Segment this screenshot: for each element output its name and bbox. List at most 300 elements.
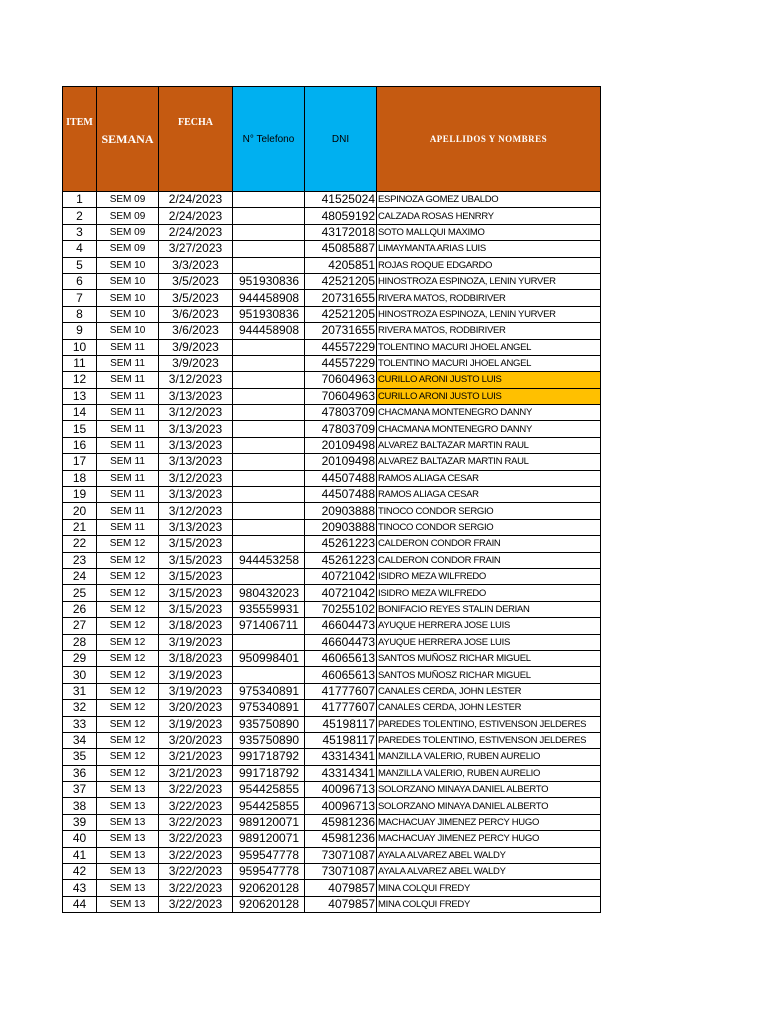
cell-fecha[interactable]: 3/15/2023 [159, 601, 233, 617]
cell-item[interactable]: 15 [63, 421, 97, 437]
cell-dni[interactable]: 45981236 [305, 831, 377, 847]
cell-telefono[interactable] [233, 224, 305, 240]
table-row [63, 224, 601, 240]
cell-telefono[interactable]: 954425855 [233, 782, 305, 798]
cell-nombre[interactable]: TINOCO CONDOR SERGIO [377, 519, 601, 535]
cell-telefono[interactable] [233, 454, 305, 470]
cell-fecha[interactable]: 3/13/2023 [159, 487, 233, 503]
cell-fecha[interactable]: 3/19/2023 [159, 716, 233, 732]
cell-nombre[interactable]: ROJAS ROQUE EDGARDO [377, 257, 601, 273]
header-telefono[interactable]: N° Telefono [233, 87, 305, 192]
cell-semana[interactable]: SEM 11 [97, 388, 159, 404]
table-row [63, 749, 601, 765]
table-row [63, 814, 601, 830]
cell-telefono[interactable]: 920620128 [233, 896, 305, 912]
cell-item[interactable]: 43 [63, 880, 97, 896]
table-row [63, 470, 601, 486]
table-row [63, 306, 601, 322]
cell-dni[interactable]: 47803709 [305, 421, 377, 437]
cell-semana[interactable]: SEM 11 [97, 437, 159, 453]
cell-item[interactable]: 27 [63, 618, 97, 634]
cell-item[interactable]: 22 [63, 536, 97, 552]
cell-dni[interactable]: 42521205 [305, 306, 377, 322]
cell-fecha[interactable]: 3/22/2023 [159, 814, 233, 830]
cell-fecha[interactable]: 3/15/2023 [159, 552, 233, 568]
cell-item[interactable]: 12 [63, 372, 97, 388]
cell-item[interactable]: 8 [63, 306, 97, 322]
cell-item[interactable]: 37 [63, 782, 97, 798]
cell-fecha[interactable]: 2/24/2023 [159, 224, 233, 240]
table-row [63, 421, 601, 437]
cell-telefono[interactable] [233, 634, 305, 650]
cell-nombre[interactable]: PAREDES TOLENTINO, ESTIVENSON JELDERES [377, 732, 601, 748]
cell-telefono[interactable] [233, 421, 305, 437]
cell-fecha[interactable]: 3/13/2023 [159, 421, 233, 437]
cell-telefono[interactable]: 944458908 [233, 290, 305, 306]
cell-fecha[interactable]: 3/15/2023 [159, 568, 233, 584]
cell-fecha[interactable]: 3/12/2023 [159, 405, 233, 421]
cell-dni[interactable]: 70604963 [305, 372, 377, 388]
cell-fecha[interactable]: 3/9/2023 [159, 355, 233, 371]
cell-dni[interactable]: 20903888 [305, 503, 377, 519]
data-table [62, 86, 601, 913]
cell-item[interactable]: 20 [63, 503, 97, 519]
cell-telefono[interactable]: 959547778 [233, 864, 305, 880]
cell-telefono[interactable] [233, 372, 305, 388]
cell-telefono[interactable]: 951930836 [233, 273, 305, 289]
cell-item[interactable]: 21 [63, 519, 97, 535]
cell-telefono[interactable] [233, 503, 305, 519]
cell-item[interactable]: 31 [63, 683, 97, 699]
cell-dni[interactable]: 46065613 [305, 650, 377, 666]
cell-dni[interactable]: 73071087 [305, 847, 377, 863]
cell-fecha[interactable]: 3/13/2023 [159, 437, 233, 453]
cell-telefono[interactable]: 975340891 [233, 700, 305, 716]
cell-telefono[interactable]: 954425855 [233, 798, 305, 814]
cell-telefono[interactable]: 935559931 [233, 601, 305, 617]
cell-telefono[interactable]: 944453258 [233, 552, 305, 568]
cell-fecha[interactable]: 3/18/2023 [159, 618, 233, 634]
cell-telefono[interactable] [233, 519, 305, 535]
cell-semana[interactable]: SEM 12 [97, 552, 159, 568]
cell-nombre[interactable]: CALDERON CONDOR FRAIN [377, 536, 601, 552]
cell-telefono[interactable]: 951930836 [233, 306, 305, 322]
cell-fecha[interactable]: 3/19/2023 [159, 634, 233, 650]
cell-telefono[interactable] [233, 388, 305, 404]
cell-dni[interactable]: 70255102 [305, 601, 377, 617]
cell-dni[interactable]: 4205851 [305, 257, 377, 273]
cell-dni[interactable]: 20109498 [305, 454, 377, 470]
cell-fecha[interactable]: 3/22/2023 [159, 864, 233, 880]
cell-item[interactable]: 11 [63, 355, 97, 371]
cell-fecha[interactable]: 3/5/2023 [159, 273, 233, 289]
cell-semana[interactable]: SEM 12 [97, 716, 159, 732]
cell-nombre[interactable]: ALVAREZ BALTAZAR MARTIN RAUL [377, 437, 601, 453]
cell-dni[interactable]: 40096713 [305, 798, 377, 814]
cell-dni[interactable]: 44507488 [305, 487, 377, 503]
header-semana[interactable]: SEMANA [97, 87, 159, 192]
cell-fecha[interactable]: 3/3/2023 [159, 257, 233, 273]
cell-dni[interactable]: 48059192 [305, 208, 377, 224]
cell-nombre[interactable]: CANALES CERDA, JOHN LESTER [377, 700, 601, 716]
cell-fecha[interactable]: 3/22/2023 [159, 847, 233, 863]
cell-telefono[interactable]: 935750890 [233, 716, 305, 732]
cell-dni[interactable]: 41777607 [305, 683, 377, 699]
cell-item[interactable]: 41 [63, 847, 97, 863]
cell-nombre[interactable]: MACHACUAY JIMENEZ PERCY HUGO [377, 814, 601, 830]
cell-semana[interactable]: SEM 11 [97, 339, 159, 355]
cell-telefono[interactable] [233, 208, 305, 224]
cell-semana[interactable]: SEM 11 [97, 372, 159, 388]
cell-nombre[interactable]: CALZADA ROSAS HENRRY [377, 208, 601, 224]
table-row [63, 454, 601, 470]
cell-semana[interactable]: SEM 11 [97, 487, 159, 503]
cell-semana[interactable]: SEM 12 [97, 667, 159, 683]
cell-nombre[interactable]: AYALA ALVAREZ ABEL WALDY [377, 847, 601, 863]
cell-dni[interactable]: 4079857 [305, 880, 377, 896]
cell-item[interactable]: 4 [63, 241, 97, 257]
cell-fecha[interactable]: 3/12/2023 [159, 372, 233, 388]
cell-nombre[interactable]: MANZILLA VALERIO, RUBEN AURELIO [377, 765, 601, 781]
cell-item[interactable]: 1 [63, 192, 97, 208]
cell-nombre[interactable]: CURILLO ARONI JUSTO LUIS [377, 372, 601, 388]
cell-telefono[interactable]: 991718792 [233, 749, 305, 765]
cell-telefono[interactable] [233, 339, 305, 355]
cell-semana[interactable]: SEM 13 [97, 831, 159, 847]
cell-dni[interactable]: 45981236 [305, 814, 377, 830]
cell-dni[interactable]: 44557229 [305, 339, 377, 355]
cell-telefono[interactable]: 980432023 [233, 585, 305, 601]
cell-nombre[interactable]: SOLORZANO MINAYA DANIEL ALBERTO [377, 798, 601, 814]
cell-semana[interactable]: SEM 09 [97, 192, 159, 208]
cell-dni[interactable]: 47803709 [305, 405, 377, 421]
cell-semana[interactable]: SEM 13 [97, 798, 159, 814]
header-nombres[interactable]: APELLIDOS Y NOMBRES [377, 87, 601, 192]
cell-dni[interactable]: 20903888 [305, 519, 377, 535]
cell-dni[interactable]: 42521205 [305, 273, 377, 289]
cell-telefono[interactable]: 950998401 [233, 650, 305, 666]
cell-dni[interactable]: 20731655 [305, 323, 377, 339]
cell-telefono[interactable] [233, 241, 305, 257]
cell-dni[interactable]: 20731655 [305, 290, 377, 306]
cell-semana[interactable]: SEM 09 [97, 241, 159, 257]
cell-item[interactable]: 35 [63, 749, 97, 765]
cell-item[interactable]: 26 [63, 601, 97, 617]
cell-item[interactable]: 3 [63, 224, 97, 240]
cell-semana[interactable]: SEM 12 [97, 601, 159, 617]
cell-semana[interactable]: SEM 10 [97, 306, 159, 322]
cell-semana[interactable]: SEM 12 [97, 765, 159, 781]
table-row [63, 601, 601, 617]
cell-nombre[interactable]: HINOSTROZA ESPINOZA, LENIN YURVER [377, 273, 601, 289]
cell-telefono[interactable]: 975340891 [233, 683, 305, 699]
cell-fecha[interactable]: 3/27/2023 [159, 241, 233, 257]
cell-fecha[interactable]: 3/22/2023 [159, 880, 233, 896]
cell-dni[interactable]: 43314341 [305, 749, 377, 765]
cell-telefono[interactable] [233, 437, 305, 453]
cell-nombre[interactable]: LIMAYMANTA ARIAS LUIS [377, 241, 601, 257]
cell-item[interactable]: 17 [63, 454, 97, 470]
cell-semana[interactable]: SEM 12 [97, 749, 159, 765]
cell-fecha[interactable]: 3/22/2023 [159, 782, 233, 798]
cell-telefono[interactable]: 971406711 [233, 618, 305, 634]
cell-dni[interactable]: 4079857 [305, 896, 377, 912]
cell-semana[interactable]: SEM 11 [97, 503, 159, 519]
cell-nombre[interactable]: CHACMANA MONTENEGRO DANNY [377, 405, 601, 421]
table-row [63, 880, 601, 896]
cell-telefono[interactable] [233, 405, 305, 421]
cell-nombre[interactable]: BONIFACIO REYES STALIN DERIAN [377, 601, 601, 617]
cell-semana[interactable]: SEM 13 [97, 864, 159, 880]
cell-fecha[interactable]: 3/6/2023 [159, 306, 233, 322]
cell-fecha[interactable]: 3/15/2023 [159, 585, 233, 601]
cell-nombre[interactable]: TINOCO CONDOR SERGIO [377, 503, 601, 519]
cell-semana[interactable]: SEM 11 [97, 519, 159, 535]
cell-telefono[interactable]: 959547778 [233, 847, 305, 863]
cell-item[interactable]: 29 [63, 650, 97, 666]
cell-telefono[interactable]: 989120071 [233, 814, 305, 830]
cell-nombre[interactable]: HINOSTROZA ESPINOZA, LENIN YURVER [377, 306, 601, 322]
cell-item[interactable]: 7 [63, 290, 97, 306]
cell-item[interactable]: 32 [63, 700, 97, 716]
cell-item[interactable]: 36 [63, 765, 97, 781]
cell-dni[interactable]: 45198117 [305, 716, 377, 732]
cell-semana[interactable]: SEM 11 [97, 405, 159, 421]
cell-semana[interactable]: SEM 10 [97, 290, 159, 306]
cell-telefono[interactable] [233, 257, 305, 273]
cell-item[interactable]: 10 [63, 339, 97, 355]
table-row [63, 667, 601, 683]
cell-fecha[interactable]: 3/19/2023 [159, 683, 233, 699]
cell-dni[interactable]: 41777607 [305, 700, 377, 716]
cell-nombre[interactable]: ALVAREZ BALTAZAR MARTIN RAUL [377, 454, 601, 470]
cell-item[interactable]: 38 [63, 798, 97, 814]
cell-item[interactable]: 44 [63, 896, 97, 912]
cell-nombre[interactable]: MACHACUAY JIMENEZ PERCY HUGO [377, 831, 601, 847]
cell-nombre[interactable]: CANALES CERDA, JOHN LESTER [377, 683, 601, 699]
cell-item[interactable]: 24 [63, 568, 97, 584]
cell-dni[interactable]: 46604473 [305, 618, 377, 634]
cell-nombre[interactable]: MINA COLQUI FREDY [377, 896, 601, 912]
cell-telefono[interactable] [233, 667, 305, 683]
cell-fecha[interactable]: 3/21/2023 [159, 765, 233, 781]
cell-item[interactable]: 34 [63, 732, 97, 748]
cell-semana[interactable]: SEM 12 [97, 700, 159, 716]
table-row [63, 192, 601, 208]
cell-dni[interactable]: 40721042 [305, 568, 377, 584]
cell-semana[interactable]: SEM 12 [97, 650, 159, 666]
cell-item[interactable]: 9 [63, 323, 97, 339]
cell-telefono[interactable] [233, 487, 305, 503]
cell-nombre[interactable]: RAMOS ALIAGA CESAR [377, 470, 601, 486]
cell-item[interactable]: 33 [63, 716, 97, 732]
cell-nombre[interactable]: PAREDES TOLENTINO, ESTIVENSON JELDERES [377, 716, 601, 732]
cell-telefono[interactable]: 920620128 [233, 880, 305, 896]
cell-nombre[interactable]: TOLENTINO MACURI JHOEL ANGEL [377, 355, 601, 371]
cell-dni[interactable]: 45261223 [305, 536, 377, 552]
cell-dni[interactable]: 44557229 [305, 355, 377, 371]
cell-item[interactable]: 42 [63, 864, 97, 880]
cell-semana[interactable]: SEM 12 [97, 683, 159, 699]
cell-item[interactable]: 14 [63, 405, 97, 421]
cell-semana[interactable]: SEM 11 [97, 421, 159, 437]
cell-item[interactable]: 6 [63, 273, 97, 289]
cell-item[interactable]: 13 [63, 388, 97, 404]
cell-semana[interactable]: SEM 12 [97, 536, 159, 552]
cell-fecha[interactable]: 2/24/2023 [159, 192, 233, 208]
cell-fecha[interactable]: 3/13/2023 [159, 388, 233, 404]
table-row [63, 798, 601, 814]
cell-fecha[interactable]: 3/5/2023 [159, 290, 233, 306]
cell-dni[interactable]: 73071087 [305, 864, 377, 880]
cell-nombre[interactable]: CURILLO ARONI JUSTO LUIS [377, 388, 601, 404]
header-fecha[interactable]: FECHA [159, 87, 233, 192]
header-item[interactable]: ITEM [63, 87, 97, 192]
cell-fecha[interactable]: 3/20/2023 [159, 700, 233, 716]
table-row [63, 552, 601, 568]
cell-semana[interactable]: SEM 12 [97, 732, 159, 748]
cell-nombre[interactable]: RIVERA MATOS, RODBIRIVER [377, 290, 601, 306]
table-row [63, 847, 601, 863]
cell-fecha[interactable]: 3/19/2023 [159, 667, 233, 683]
table-row [63, 585, 601, 601]
cell-nombre[interactable]: ISIDRO MEZA WILFREDO [377, 568, 601, 584]
cell-dni[interactable]: 45085887 [305, 241, 377, 257]
cell-fecha[interactable]: 3/6/2023 [159, 323, 233, 339]
cell-item[interactable]: 16 [63, 437, 97, 453]
cell-item[interactable]: 19 [63, 487, 97, 503]
cell-semana[interactable]: SEM 11 [97, 454, 159, 470]
cell-dni[interactable]: 46065613 [305, 667, 377, 683]
table-row [63, 339, 601, 355]
cell-semana[interactable]: SEM 11 [97, 470, 159, 486]
table-row [63, 257, 601, 273]
table-row [63, 487, 601, 503]
cell-semana[interactable]: SEM 10 [97, 273, 159, 289]
cell-telefono[interactable] [233, 355, 305, 371]
cell-fecha[interactable]: 3/15/2023 [159, 536, 233, 552]
cell-item[interactable]: 23 [63, 552, 97, 568]
cell-nombre[interactable]: CHACMANA MONTENEGRO DANNY [377, 421, 601, 437]
cell-nombre[interactable]: SOTO MALLQUI MAXIMO [377, 224, 601, 240]
cell-dni[interactable]: 43172018 [305, 224, 377, 240]
cell-nombre[interactable]: RAMOS ALIAGA CESAR [377, 487, 601, 503]
cell-fecha[interactable]: 3/18/2023 [159, 650, 233, 666]
cell-semana[interactable]: SEM 09 [97, 208, 159, 224]
cell-semana[interactable]: SEM 13 [97, 847, 159, 863]
table-row [63, 372, 601, 388]
cell-fecha[interactable]: 3/13/2023 [159, 519, 233, 535]
cell-item[interactable]: 18 [63, 470, 97, 486]
cell-semana[interactable]: SEM 13 [97, 896, 159, 912]
cell-nombre[interactable]: TOLENTINO MACURI JHOEL ANGEL [377, 339, 601, 355]
cell-semana[interactable]: SEM 12 [97, 568, 159, 584]
cell-nombre[interactable]: AYUQUE HERRERA JOSE LUIS [377, 618, 601, 634]
table-row [63, 536, 601, 552]
cell-item[interactable]: 2 [63, 208, 97, 224]
cell-telefono[interactable]: 989120071 [233, 831, 305, 847]
table-row [63, 716, 601, 732]
cell-dni[interactable]: 43314341 [305, 765, 377, 781]
cell-nombre[interactable]: AYALA ALVAREZ ABEL WALDY [377, 864, 601, 880]
cell-fecha[interactable]: 3/22/2023 [159, 798, 233, 814]
cell-nombre[interactable]: RIVERA MATOS, RODBIRIVER [377, 323, 601, 339]
cell-nombre[interactable]: SANTOS MUÑOSZ RICHAR MIGUEL [377, 650, 601, 666]
cell-dni[interactable]: 41525024 [305, 192, 377, 208]
cell-item[interactable]: 25 [63, 585, 97, 601]
table-row [63, 323, 601, 339]
cell-dni[interactable]: 40721042 [305, 585, 377, 601]
cell-nombre[interactable]: ESPINOZA GOMEZ UBALDO [377, 192, 601, 208]
cell-telefono[interactable] [233, 536, 305, 552]
cell-semana[interactable]: SEM 13 [97, 880, 159, 896]
cell-nombre[interactable]: MINA COLQUI FREDY [377, 880, 601, 896]
cell-dni[interactable]: 46604473 [305, 634, 377, 650]
cell-nombre[interactable]: AYUQUE HERRERA JOSE LUIS [377, 634, 601, 650]
cell-telefono[interactable] [233, 192, 305, 208]
cell-fecha[interactable]: 3/20/2023 [159, 732, 233, 748]
table-row [63, 241, 601, 257]
cell-item[interactable]: 28 [63, 634, 97, 650]
cell-telefono[interactable] [233, 568, 305, 584]
cell-nombre[interactable]: MANZILLA VALERIO, RUBEN AURELIO [377, 749, 601, 765]
table-row [63, 208, 601, 224]
cell-dni[interactable]: 20109498 [305, 437, 377, 453]
cell-fecha[interactable]: 3/13/2023 [159, 454, 233, 470]
cell-semana[interactable]: SEM 10 [97, 257, 159, 273]
cell-semana[interactable]: SEM 12 [97, 634, 159, 650]
cell-dni[interactable]: 45198117 [305, 732, 377, 748]
cell-dni[interactable]: 45261223 [305, 552, 377, 568]
table-row [63, 700, 601, 716]
cell-fecha[interactable]: 3/12/2023 [159, 470, 233, 486]
cell-telefono[interactable]: 935750890 [233, 732, 305, 748]
cell-fecha[interactable]: 3/9/2023 [159, 339, 233, 355]
cell-semana[interactable]: SEM 12 [97, 585, 159, 601]
cell-nombre[interactable]: CALDERON CONDOR FRAIN [377, 552, 601, 568]
table-row [63, 896, 601, 912]
header-dni[interactable]: DNI [305, 87, 377, 192]
cell-item[interactable]: 30 [63, 667, 97, 683]
table-row [63, 503, 601, 519]
cell-dni[interactable]: 70604963 [305, 388, 377, 404]
cell-fecha[interactable]: 2/24/2023 [159, 208, 233, 224]
cell-semana[interactable]: SEM 10 [97, 323, 159, 339]
cell-dni[interactable]: 40096713 [305, 782, 377, 798]
cell-item[interactable]: 40 [63, 831, 97, 847]
cell-telefono[interactable]: 944458908 [233, 323, 305, 339]
cell-semana[interactable]: SEM 11 [97, 355, 159, 371]
cell-item[interactable]: 5 [63, 257, 97, 273]
cell-fecha[interactable]: 3/21/2023 [159, 749, 233, 765]
cell-semana[interactable]: SEM 12 [97, 618, 159, 634]
cell-nombre[interactable]: SOLORZANO MINAYA DANIEL ALBERTO [377, 782, 601, 798]
cell-item[interactable]: 39 [63, 814, 97, 830]
cell-semana[interactable]: SEM 13 [97, 782, 159, 798]
cell-semana[interactable]: SEM 13 [97, 814, 159, 830]
cell-fecha[interactable]: 3/12/2023 [159, 503, 233, 519]
cell-nombre[interactable]: SANTOS MUÑOSZ RICHAR MIGUEL [377, 667, 601, 683]
cell-fecha[interactable]: 3/22/2023 [159, 896, 233, 912]
table-row [63, 634, 601, 650]
table-row [63, 650, 601, 666]
cell-telefono[interactable] [233, 470, 305, 486]
cell-telefono[interactable]: 991718792 [233, 765, 305, 781]
cell-nombre[interactable]: ISIDRO MEZA WILFREDO [377, 585, 601, 601]
cell-dni[interactable]: 44507488 [305, 470, 377, 486]
cell-semana[interactable]: SEM 09 [97, 224, 159, 240]
cell-fecha[interactable]: 3/22/2023 [159, 831, 233, 847]
